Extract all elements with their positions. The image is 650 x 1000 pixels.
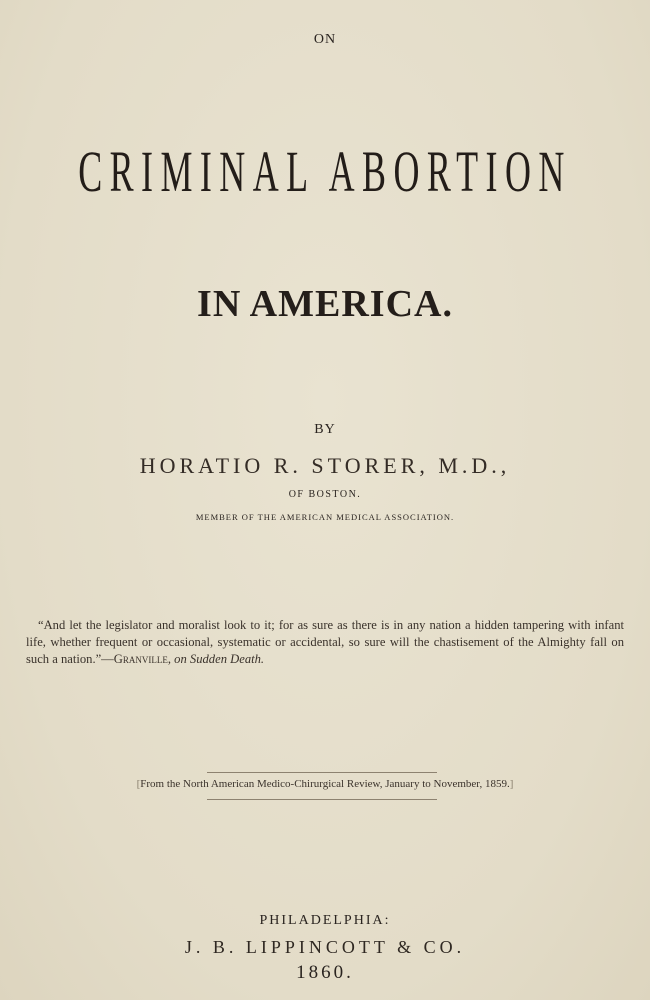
divider-bottom — [207, 799, 437, 800]
imprint-city: PHILADELPHIA: — [259, 913, 391, 928]
subtitle: IN AMERICA. — [197, 283, 453, 325]
pre-title: ON — [313, 32, 337, 47]
imprint-year: 1860. — [296, 962, 354, 983]
close-bracket: ] — [509, 778, 514, 790]
epigraph-attribution-sep: , — [167, 652, 175, 666]
open-bracket: [ — [136, 778, 141, 790]
author-name: HORATIO R. STORER, M.D., — [139, 453, 511, 478]
byline: BY — [314, 422, 336, 437]
author-affiliation: MEMBER OF THE AMERICAN MEDICAL ASSOCIATION. — [195, 512, 455, 522]
epigraph — [26, 617, 624, 668]
divider-top — [207, 772, 437, 773]
main-title: CRIMINAL ABORTION — [78, 139, 572, 204]
imprint-publisher: J. B. LIPPINCOTT & CO. — [184, 937, 466, 957]
source-note-text: From the North American Medico-Chirurgical Review, January to November, 1859. — [140, 778, 510, 790]
author-location: OF BOSTON. — [288, 489, 362, 500]
epigraph-attribution-work: on Sudden Death. — [174, 652, 265, 666]
epigraph-text: “And let the legislator and moralist look to it; for as sure as there is in any nation a hidden tampering with infant life, whether frequent or occasional, systematic or accidental, so sure will the chastisement of the Almighty fall on such a nation.”— — [26, 618, 624, 666]
epigraph-attribution-name: Granville — [113, 652, 168, 666]
source-note — [0, 778, 650, 790]
